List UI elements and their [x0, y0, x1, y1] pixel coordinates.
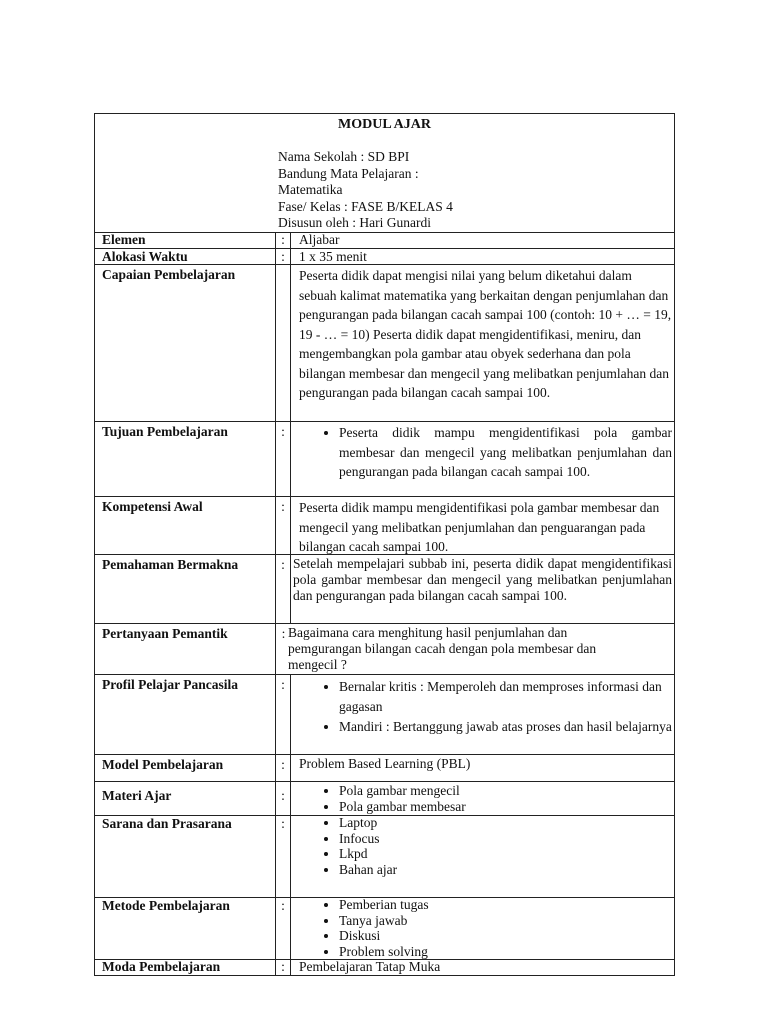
list-item: • Bernalar kritis : Memperoleh dan memproses informasi dan gagasan	[339, 677, 672, 716]
header-line-author: Disusun oleh : Hari Gunardi	[278, 215, 431, 230]
row-label: Moda Pembelajaran	[102, 959, 221, 974]
row-value: Problem Based Learning (PBL)	[299, 756, 471, 771]
list-item: • Mandiri : Bertanggung jawab atas proses dan hasil belajarnya	[339, 717, 672, 737]
row-kompetensi-awal	[95, 497, 674, 555]
row-label: Metode Pembelajaran	[102, 898, 230, 913]
row-value: Peserta didik mampu mengidentifikasi pola gambar membesar dan mengecil yang melibatkan penjumlahan dan penguarangan pada bilangan cacah sampai 100.	[299, 500, 660, 554]
row-value: Peserta didik dapat mengisi nilai yang belum diketahui dalam sebuah kalimat matematika yang berkaitan dengan penjumlahan dan pengurangan pada bilangan cacah sampai 100 (contoh: 10 + … = 19, 19 - … = 10) Peserta didik dapat mengidentifikasi, meniru, dan mengembangkan pola gambar atau obyek sederhana dan pola bilangan membesar dan mengecil yang melibatkan penjumlahan dan pengurangan pada bilangan cacah sampai 100.	[299, 268, 672, 400]
document-title: MODUL AJAR	[338, 117, 431, 132]
row-label: Capaian Pembelajaran	[102, 267, 236, 282]
row-alokasi-waktu	[95, 249, 674, 265]
row-metode-pembelajaran	[95, 898, 674, 960]
row-elemen	[95, 232, 674, 249]
row-value	[293, 815, 672, 877]
metode-list	[293, 897, 672, 959]
sarana-list	[293, 815, 672, 877]
header-line-city-subject: Bandung Mata Pelajaran :	[278, 165, 419, 181]
document-header	[95, 114, 674, 233]
row-value: 1 x 35 menit	[299, 249, 367, 264]
row-label: Materi Ajar	[102, 788, 172, 803]
header-line-school: Nama Sekolah : SD BPI	[278, 149, 410, 164]
tujuan-list	[293, 423, 672, 482]
header-line-phase: Fase/ Kelas : FASE B/KELAS 4	[278, 198, 453, 214]
row-pertanyaan-pemantik	[95, 624, 674, 675]
profil-list	[293, 677, 672, 737]
list-item: • Lkpd	[339, 846, 672, 862]
list-item: • Pola gambar membesar	[339, 799, 672, 815]
row-label: Alokasi Waktu	[102, 249, 188, 264]
list-item: • Peserta didik mampu mengidentifikasi pola gambar membesar dan mengecil yang melibatkan penjumlahan dan pengurangan pada bilangan cacah sampai 100.	[339, 423, 672, 482]
row-label: Pertanyaan Pemantik	[102, 626, 228, 641]
row-profil-pelajar-pancasila	[95, 675, 674, 755]
row-label: Elemen	[102, 232, 146, 247]
row-colon: :	[275, 555, 291, 623]
row-colon: :	[275, 898, 291, 959]
row-materi-ajar	[95, 782, 674, 816]
row-colon: :	[275, 675, 291, 754]
row-colon: :	[275, 232, 291, 248]
list-item: • Diskusi	[339, 928, 672, 944]
row-colon: :	[275, 755, 291, 781]
row-value	[293, 677, 672, 738]
header-line-subject: Matematika	[278, 182, 343, 197]
row-label: Sarana dan Prasarana	[102, 816, 232, 831]
row-label: Profil Pelajar Pancasila	[102, 677, 238, 692]
list-item: • Pola gambar mengecil	[339, 783, 672, 799]
row-colon	[275, 265, 291, 421]
row-colon: :	[275, 422, 291, 496]
materi-list	[293, 783, 672, 814]
list-item: • Tanya jawab	[339, 913, 672, 929]
row-capaian-pembelajaran	[95, 265, 674, 422]
row-value	[293, 423, 672, 483]
row-colon: :	[275, 497, 291, 554]
row-label: Pemahaman Bermakna	[102, 557, 239, 572]
row-colon: :	[275, 816, 291, 897]
row-colon: :	[275, 249, 291, 264]
row-value: Setelah mempelajari subbab ini, peserta didik dapat mengidentifikasi pola gambar membesar dan mengecil yang melibatkan penjumlahan dan pengurangan pada bilangan cacah sampai 100.	[293, 556, 672, 603]
row-value	[293, 897, 672, 959]
row-colon: :	[275, 782, 291, 815]
row-value: Bagaimana cara menghitung hasil penjumlahan dan pemgurangan bilangan cacah dengan pola membesar dan mengecil ?	[288, 625, 597, 672]
row-colon: :	[275, 959, 291, 975]
row-sarana-prasarana	[95, 816, 674, 898]
list-item: • Pemberian tugas	[339, 897, 672, 913]
row-tujuan-pembelajaran	[95, 422, 674, 497]
list-item: • Laptop	[339, 815, 672, 831]
header-info	[278, 149, 453, 232]
row-label: Model Pembelajaran	[102, 757, 224, 772]
row-colon: :	[275, 624, 291, 674]
list-item: • Bahan ajar	[339, 862, 672, 878]
row-moda-pembelajaran	[95, 960, 674, 976]
row-label: Kompetensi Awal	[102, 499, 203, 514]
modul-ajar-document	[94, 113, 675, 976]
row-label: Tujuan Pembelajaran	[102, 424, 228, 439]
row-value	[293, 783, 672, 814]
list-item: • Infocus	[339, 831, 672, 847]
list-item: • Problem solving	[339, 944, 672, 960]
row-value: Pembelajaran Tatap Muka	[299, 959, 441, 974]
row-value: Aljabar	[299, 232, 340, 247]
row-pemahaman-bermakna	[95, 555, 674, 624]
row-model-pembelajaran	[95, 755, 674, 782]
